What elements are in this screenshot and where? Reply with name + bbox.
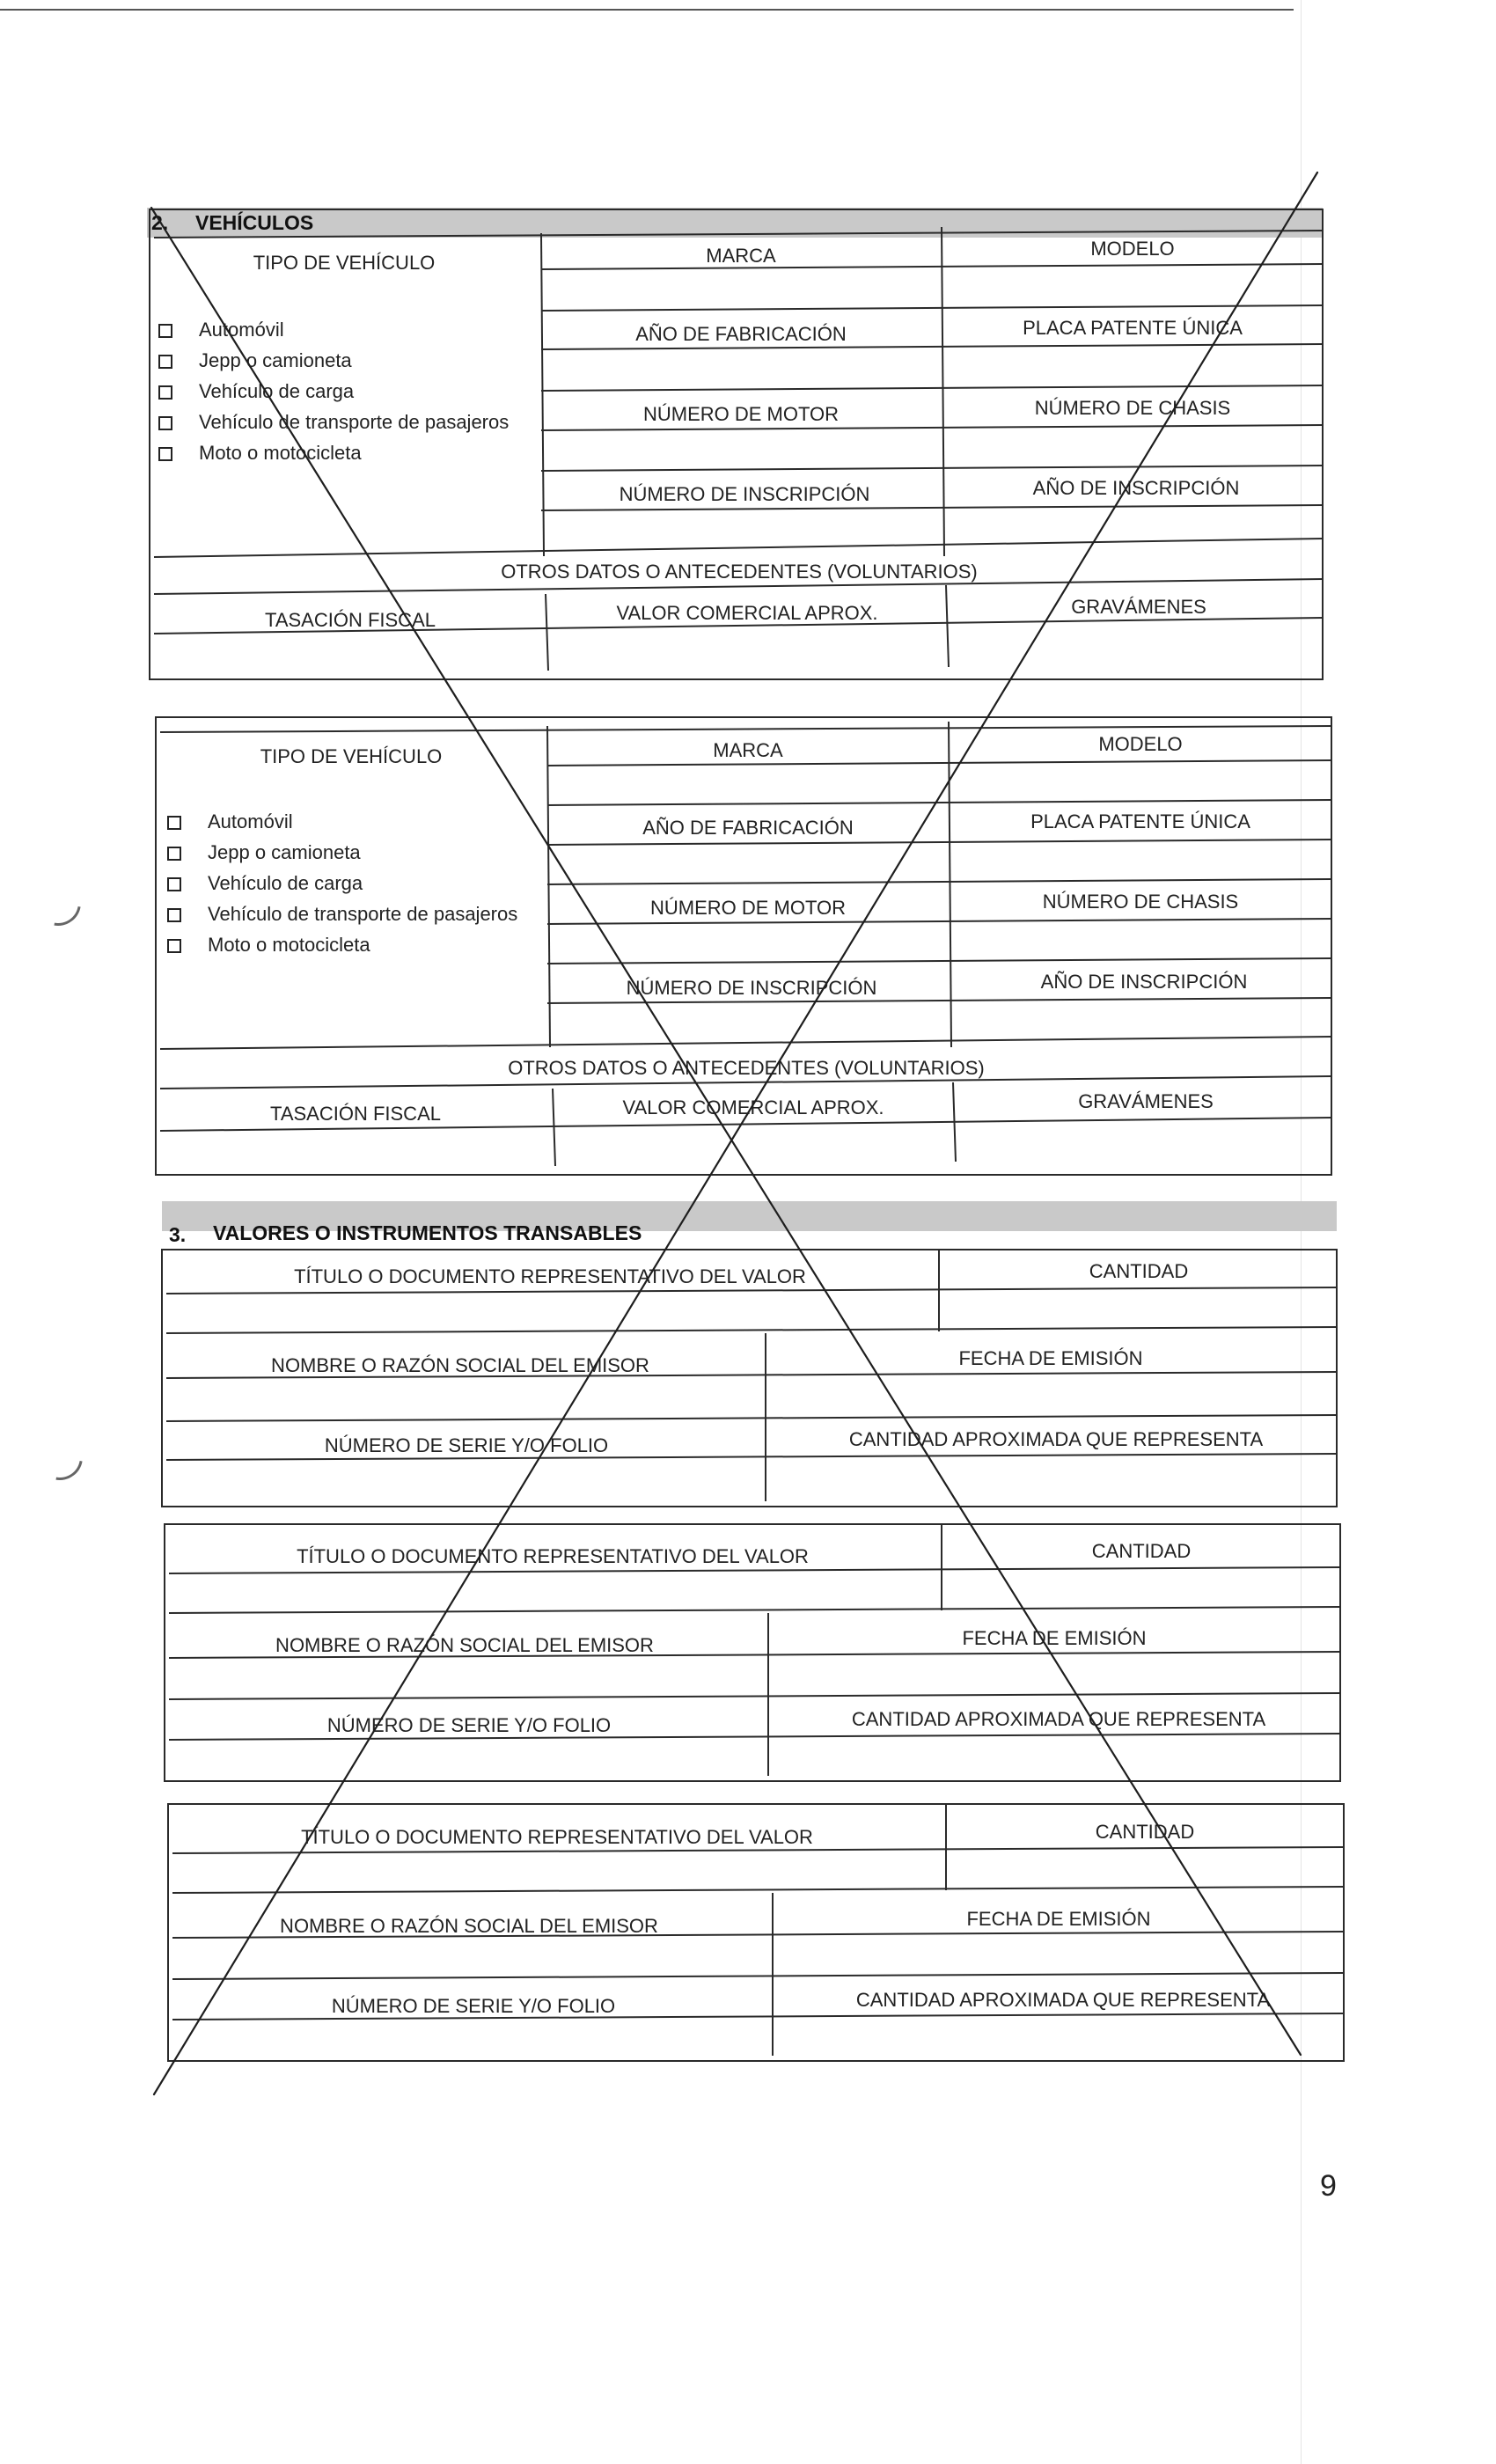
registration-number-header: NÚMERO DE INSCRIPCIÓN bbox=[619, 483, 870, 505]
registration-number-header: NÚMERO DE INSCRIPCIÓN bbox=[626, 977, 877, 999]
vehicle-option-jeep[interactable]: Jepp o camioneta bbox=[167, 841, 361, 864]
vehicle-option-cargo[interactable]: Vehículo de carga bbox=[158, 380, 354, 403]
model-header: MODELO bbox=[1098, 733, 1183, 755]
engine-number-header: NÚMERO DE MOTOR bbox=[649, 897, 847, 919]
model-header: MODELO bbox=[1090, 238, 1175, 260]
quantity-header: CANTIDAD bbox=[1095, 1821, 1195, 1843]
chassis-number-header: NÚMERO DE CHASIS bbox=[1034, 397, 1231, 419]
cancellation-cross bbox=[151, 172, 1317, 2094]
securities-section-number: 3. bbox=[169, 1223, 187, 1246]
license-plate-header: PLACA PATENTE ÚNICA bbox=[1023, 317, 1243, 339]
brand-header: MARCA bbox=[713, 739, 783, 761]
serial-number-header: NÚMERO DE SERIE Y/O FOLIO bbox=[331, 1995, 616, 2017]
vehicle-option-motorcycle[interactable]: Moto o motocicleta bbox=[158, 442, 362, 465]
quantity-header: CANTIDAD bbox=[1089, 1260, 1189, 1282]
document-title-header: TÍTULO O DOCUMENTO REPRESENTATIVO DEL VALOR bbox=[301, 1826, 813, 1848]
issue-date-header: FECHA DE EMISIÓN bbox=[958, 1347, 1143, 1369]
issuer-name-header: NOMBRE O RAZÓN SOCIAL DEL EMISOR bbox=[280, 1915, 658, 1937]
fiscal-valuation-header: TASACIÓN FISCAL bbox=[270, 1103, 441, 1125]
liens-header: GRAVÁMENES bbox=[1071, 596, 1206, 618]
registration-year-header: AÑO DE INSCRIPCIÓN bbox=[1040, 971, 1248, 993]
approx-quantity-header: CANTIDAD APROXIMADA QUE REPRESENTA bbox=[855, 1989, 1271, 2011]
issuer-name-header: NOMBRE O RAZÓN SOCIAL DEL EMISOR bbox=[275, 1634, 654, 1656]
page-number: 9 bbox=[1320, 2169, 1337, 2203]
vehicle-type-header: TIPO DE VEHÍCULO bbox=[260, 745, 443, 767]
vehicle-section-title: VEHÍCULOS bbox=[195, 211, 314, 234]
vehicle-option-car[interactable]: Automóvil bbox=[167, 810, 293, 833]
securities-section-title: VALORES O INSTRUMENTOS TRANSABLES bbox=[213, 1221, 642, 1244]
engine-number-header: NÚMERO DE MOTOR bbox=[642, 403, 840, 425]
issuer-name-header: NOMBRE O RAZÓN SOCIAL DEL EMISOR bbox=[271, 1354, 649, 1376]
quantity-header: CANTIDAD bbox=[1091, 1540, 1192, 1562]
serial-number-header: NÚMERO DE SERIE Y/O FOLIO bbox=[324, 1434, 609, 1456]
vehicle-option-car[interactable]: Automóvil bbox=[158, 319, 284, 341]
license-plate-header: PLACA PATENTE ÚNICA bbox=[1030, 810, 1250, 832]
issue-date-header: FECHA DE EMISIÓN bbox=[966, 1908, 1151, 1930]
document-title-header: TÍTULO O DOCUMENTO REPRESENTATIVO DEL VALOR bbox=[294, 1265, 806, 1287]
liens-header: GRAVÁMENES bbox=[1078, 1090, 1214, 1112]
vehicle-option-cargo[interactable]: Vehículo de carga bbox=[167, 872, 363, 895]
manufacture-year-header: AÑO DE FABRICACIÓN bbox=[635, 323, 847, 345]
manufacture-year-header: AÑO DE FABRICACIÓN bbox=[642, 817, 854, 839]
vehicle-option-passenger[interactable]: Vehículo de transporte de pasajeros bbox=[158, 411, 509, 434]
registration-year-header: AÑO DE INSCRIPCIÓN bbox=[1032, 477, 1240, 499]
issue-date-header: FECHA DE EMISIÓN bbox=[962, 1627, 1147, 1649]
brand-header: MARCA bbox=[706, 245, 776, 267]
vehicle-section-number: 2. bbox=[151, 211, 169, 234]
vehicle-option-motorcycle[interactable]: Moto o motocicleta bbox=[167, 934, 370, 957]
commercial-value-header: VALOR COMERCIAL APROX. bbox=[622, 1096, 884, 1118]
vehicle-option-jeep[interactable]: Jepp o camioneta bbox=[158, 349, 352, 372]
fiscal-valuation-header: TASACIÓN FISCAL bbox=[265, 609, 436, 631]
document-title-header: TÍTULO O DOCUMENTO REPRESENTATIVO DEL VALOR bbox=[297, 1545, 809, 1567]
other-data-header: OTROS DATOS O ANTECEDENTES (VOLUNTARIOS) bbox=[501, 561, 978, 583]
vehicle-option-passenger[interactable]: Vehículo de transporte de pasajeros bbox=[167, 903, 517, 926]
vehicle-type-header: TIPO DE VEHÍCULO bbox=[253, 252, 436, 274]
approx-quantity-header: CANTIDAD APROXIMADA QUE REPRESENTA bbox=[848, 1428, 1264, 1450]
other-data-header: OTROS DATOS O ANTECEDENTES (VOLUNTARIOS) bbox=[508, 1057, 985, 1079]
serial-number-header: NÚMERO DE SERIE Y/O FOLIO bbox=[326, 1714, 612, 1736]
approx-quantity-header: CANTIDAD APROXIMADA QUE REPRESENTA bbox=[851, 1708, 1266, 1730]
commercial-value-header: VALOR COMERCIAL APROX. bbox=[616, 602, 878, 624]
chassis-number-header: NÚMERO DE CHASIS bbox=[1042, 891, 1239, 913]
